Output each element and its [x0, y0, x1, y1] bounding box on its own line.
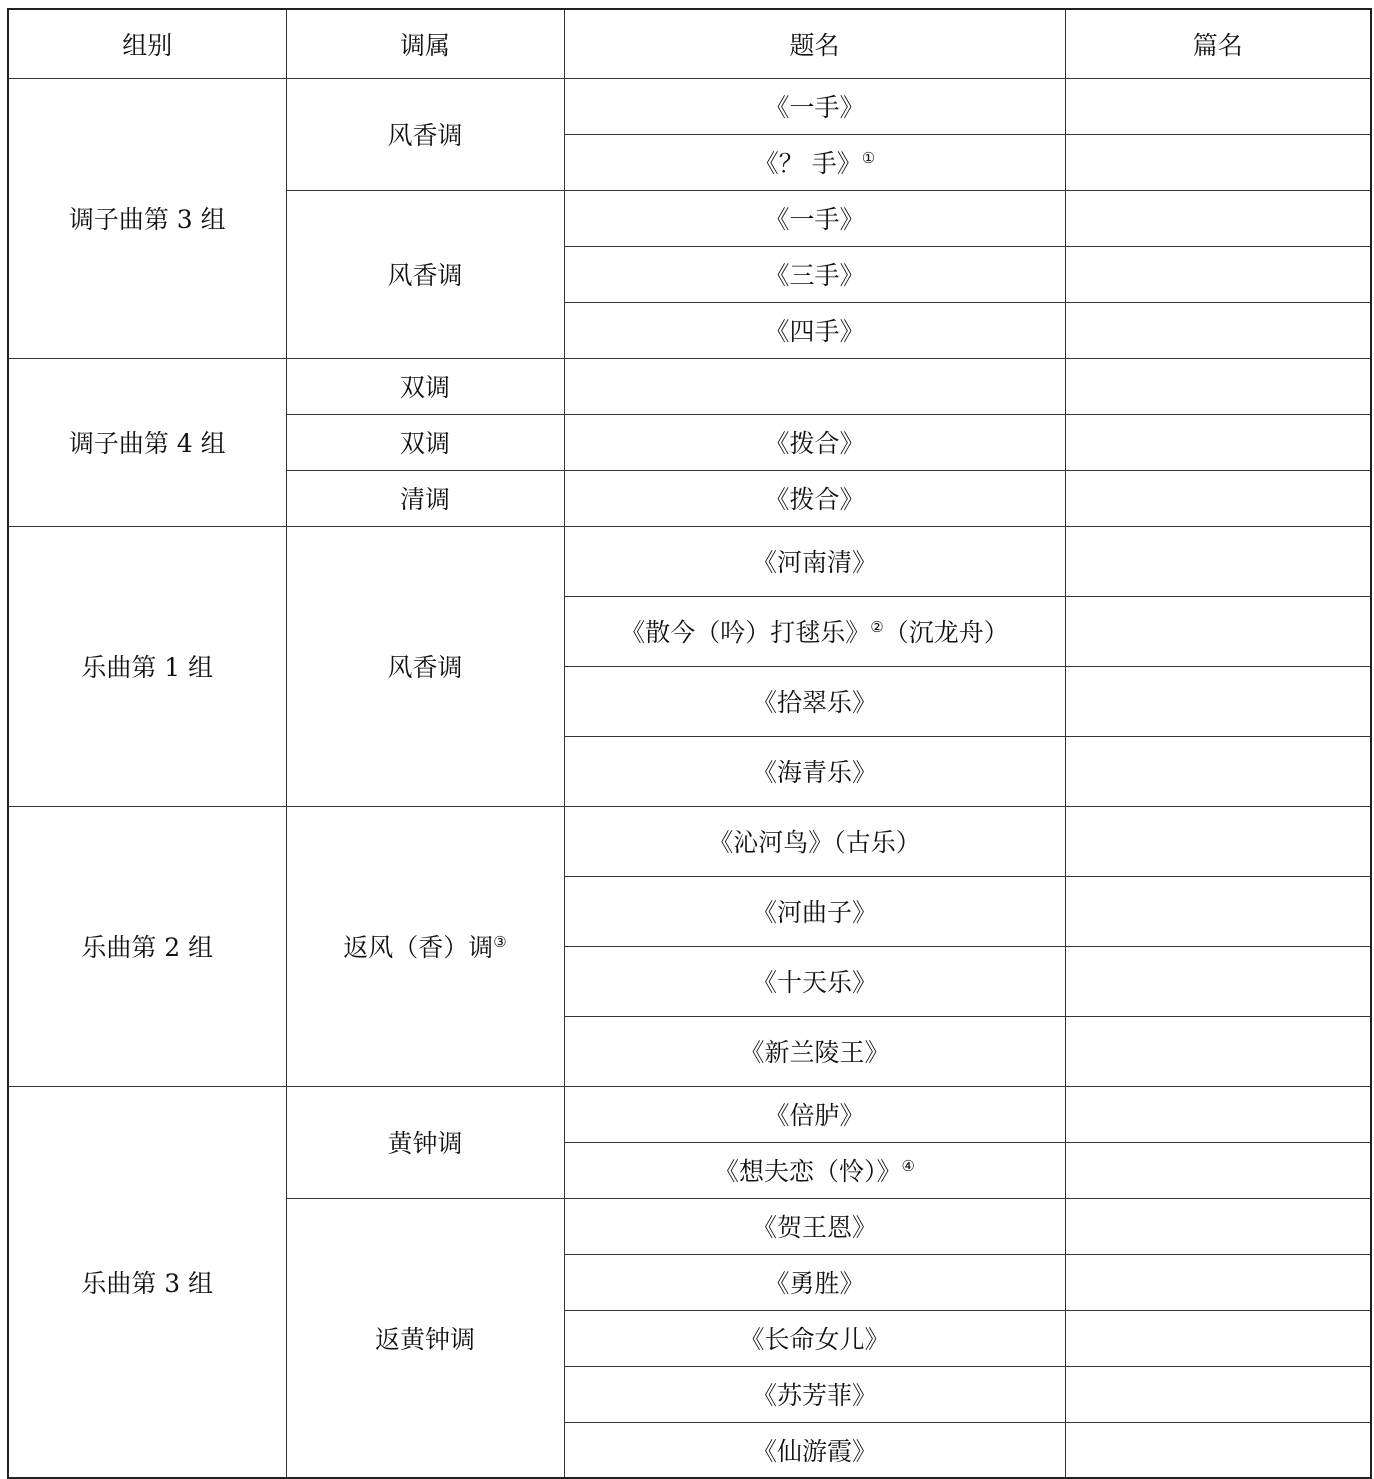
chapter-cell	[1065, 246, 1371, 302]
chapter-cell	[1065, 666, 1371, 736]
footnote-mark: ④	[901, 1157, 915, 1175]
title-cell: 《沁河鸟》（古乐）	[564, 806, 1065, 876]
chapter-cell	[1065, 1422, 1371, 1478]
mode-cell: 返风（香）调③	[286, 806, 564, 1086]
chapter-cell	[1065, 358, 1371, 414]
group-cell: 乐曲第 3 组	[8, 1086, 286, 1478]
chapter-cell	[1065, 414, 1371, 470]
chapter-cell	[1065, 946, 1371, 1016]
footnote-mark: ①	[861, 149, 876, 167]
mode-cell: 双调	[286, 414, 564, 470]
title-cell: 《长命女儿》	[564, 1310, 1065, 1366]
table-row	[8, 526, 1371, 596]
title-cell: 《一手》	[564, 190, 1065, 246]
title-cell: 《散今（吟）打毬乐》②（沉龙舟）	[564, 596, 1065, 666]
header-title: 题名	[564, 9, 1065, 78]
table-row	[8, 1086, 1371, 1142]
header-row	[8, 9, 1371, 78]
chapter-cell	[1065, 134, 1371, 190]
title-cell: 《一手》	[564, 78, 1065, 134]
chapter-cell	[1065, 876, 1371, 946]
group-cell: 乐曲第 2 组	[8, 806, 286, 1086]
title-cell: 《河曲子》	[564, 876, 1065, 946]
group-cell: 乐曲第 1 组	[8, 526, 286, 806]
mode-cell: 风香调	[286, 78, 564, 190]
title-cell: 《四手》	[564, 302, 1065, 358]
chapter-cell	[1065, 1198, 1371, 1254]
chapter-cell	[1065, 190, 1371, 246]
chapter-cell	[1065, 526, 1371, 596]
table-row	[8, 358, 1371, 414]
title-cell: 《苏芳菲》	[564, 1366, 1065, 1422]
chapter-cell	[1065, 596, 1371, 666]
chapter-cell	[1065, 1142, 1371, 1198]
title-cell: 《新兰陵王》	[564, 1016, 1065, 1086]
footnote-mark: ③	[493, 933, 507, 951]
title-cell: 《拾翠乐》	[564, 666, 1065, 736]
title-cell: 《拨合》	[564, 414, 1065, 470]
header-mode: 调属	[286, 9, 564, 78]
title-cell	[564, 358, 1065, 414]
title-cell: 《想夫恋（怜）》④	[564, 1142, 1065, 1198]
footnote-mark: ②	[870, 618, 884, 636]
chapter-cell	[1065, 302, 1371, 358]
chapter-cell	[1065, 1310, 1371, 1366]
chapter-cell	[1065, 470, 1371, 526]
tune-table	[7, 8, 1372, 1479]
title-cell: 《三手》	[564, 246, 1065, 302]
mode-cell: 风香调	[286, 190, 564, 358]
mode-cell: 清调	[286, 470, 564, 526]
title-cell: 《海青乐》	[564, 736, 1065, 806]
header-chapter: 篇名	[1065, 9, 1371, 78]
group-cell: 调子曲第 4 组	[8, 358, 286, 526]
mode-cell: 黄钟调	[286, 1086, 564, 1198]
title-cell: 《十天乐》	[564, 946, 1065, 1016]
mode-cell: 风香调	[286, 526, 564, 806]
chapter-cell	[1065, 1254, 1371, 1310]
title-cell: 《倍胪》	[564, 1086, 1065, 1142]
title-cell: 《勇胜》	[564, 1254, 1065, 1310]
title-cell: 《拨合》	[564, 470, 1065, 526]
header-group: 组别	[8, 9, 286, 78]
chapter-cell	[1065, 736, 1371, 806]
mode-cell: 双调	[286, 358, 564, 414]
title-cell: 《仙游霞》	[564, 1422, 1065, 1478]
chapter-cell	[1065, 1086, 1371, 1142]
group-cell: 调子曲第 3 组	[8, 78, 286, 358]
chapter-cell	[1065, 806, 1371, 876]
title-cell: 《？ 手》①	[564, 134, 1065, 190]
table-row	[8, 806, 1371, 876]
chapter-cell	[1065, 78, 1371, 134]
title-cell: 《河南清》	[564, 526, 1065, 596]
mode-cell: 返黄钟调	[286, 1198, 564, 1478]
title-cell: 《贺王恩》	[564, 1198, 1065, 1254]
chapter-cell	[1065, 1366, 1371, 1422]
chapter-cell	[1065, 1016, 1371, 1086]
table-row	[8, 78, 1371, 134]
